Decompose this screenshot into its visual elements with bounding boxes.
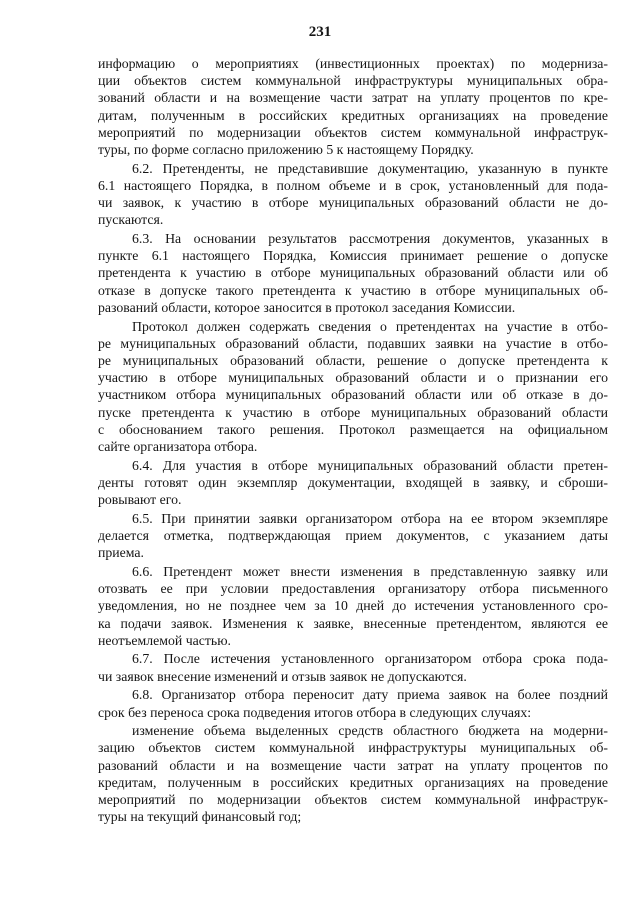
text-line: мероприятий по модернизации объектов систем коммунальной инфраструк- — [98, 124, 608, 140]
text-line: приема. — [98, 545, 144, 561]
text-line: туры на текущий финансовый год; — [98, 809, 302, 825]
text-line: пуске претендента к участию в отборе муниципальных образований области — [98, 404, 608, 420]
text-line: пункте 6.1 настоящего Порядка, Комиссия принимает решение о допуске — [98, 248, 608, 264]
page-number: 231 — [308, 24, 332, 40]
text-line: 6.3. На основании результатов рассмотрения документов, указанных в — [132, 231, 608, 247]
text-line: денты готовят один экземпляр документации, входящей в заявку, и сброши- — [98, 474, 608, 490]
text-line: ре муниципальных образований области, решение о допуске претендента к — [98, 352, 608, 368]
text-line: отказе в допуске такого претендента к участию в отборе муниципальных об- — [98, 282, 608, 298]
text-line: чи заявок, к участию в отборе муниципальных образований области не до- — [98, 195, 608, 211]
text-line: 6.7. После истечения установленного организатором отбора срока пода- — [132, 651, 608, 667]
text-line: делается отметка, подтверждающая прием документов, с указанием даты — [98, 527, 608, 543]
text-line: участию в отборе муниципальных образований области и о признании его — [98, 370, 608, 386]
text-line: 6.2. Претенденты, не представившие документацию, указанную в пункте — [132, 160, 608, 176]
body-text — [98, 55, 608, 825]
text-line: уведомления, но не позднее чем за 10 дней до истечения установленного сро- — [98, 598, 608, 614]
text-line: ре муниципальных образований области, подавших заявки на участие в отбо- — [98, 335, 608, 351]
text-line: с обоснованием такого решения. Протокол размещается на официальном — [98, 421, 608, 437]
text-line: разований области, которое заносится в протокол заседания Комиссии. — [98, 299, 516, 315]
text-line: ка подачи заявок. Изменения к заявке, внесенные претендентом, являются ее — [98, 615, 608, 631]
text-line: срок без переноса срока подведения итогов отбора в следующих случаях: — [98, 704, 532, 720]
text-line: пускаются. — [98, 212, 164, 228]
text-line: разований области и на возмещение части затрат на уплату процентов по — [98, 757, 608, 773]
text-line: зований области и на возмещение части затрат на уплату процентов по кре- — [98, 90, 608, 106]
text-line: Протокол должен содержать сведения о претендентах на участие в отбо- — [132, 318, 608, 334]
text-line: ровывают его. — [98, 492, 182, 508]
text-line: отозвать ее при условии предоставления организатору отбора письменного — [98, 581, 608, 597]
text-line: информацию о мероприятиях (инвестиционных проектах) по модерниза- — [98, 56, 608, 71]
text-line: 6.6. Претендент может внести изменения в представленную заявку или — [132, 563, 608, 579]
text-line: дитам, полученным в российских кредитных организациях на проведение — [98, 107, 608, 123]
text-line: изменение объема выделенных средств областного бюджета на модерни- — [132, 723, 608, 739]
text-line: участником отбора муниципальных образований области или об отказе в до- — [98, 387, 608, 403]
text-line: 6.8. Организатор отбора переносит дату приема заявок на более поздний — [132, 687, 608, 703]
text-line: претендента к участию в отборе муниципальных образований области или об — [98, 265, 608, 281]
text-line: 6.5. При принятии заявки организатором отбора на ее втором экземпляре — [132, 510, 608, 526]
text-line: 6.1 настоящего Порядка, в полном объеме и в срок, установленный для пода- — [98, 177, 608, 193]
text-line: неотъемлемой частью. — [98, 632, 231, 648]
text-line: чи заявок внесение изменений и отзыв заявок не допускаются. — [98, 668, 467, 684]
text-line: зацию объектов систем коммунальной инфраструктуры муниципальных об- — [98, 740, 608, 756]
text-line: кредитам, полученным в российских кредитных организациях на проведение — [98, 774, 608, 790]
text-line: туры, по форме согласно приложению 5 к настоящему Порядку. — [98, 142, 474, 158]
text-line: мероприятий по модернизации объектов систем коммунальной инфраструк- — [98, 792, 608, 808]
text-line: сайте организатора отбора. — [98, 438, 258, 454]
text-line: 6.4. Для участия в отборе муниципальных образований области претен- — [132, 457, 608, 473]
text-line: ции объектов систем коммунальной инфраструктуры муниципальных обра- — [98, 73, 608, 89]
